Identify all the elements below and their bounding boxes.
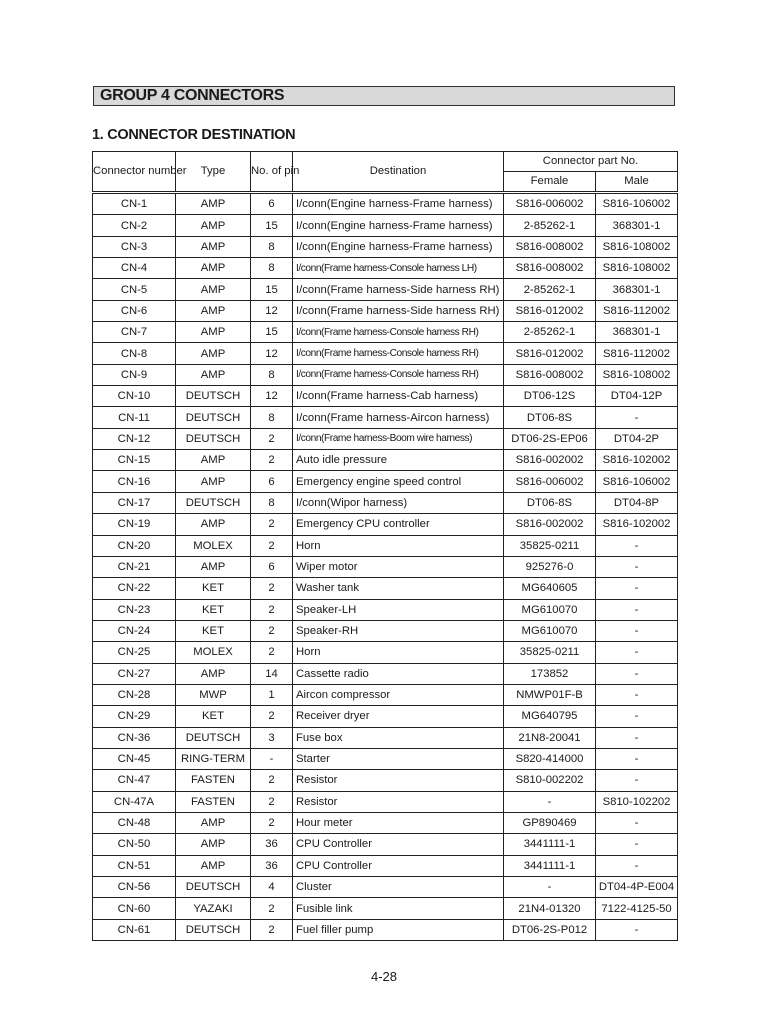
cell-male: 368301-1 (596, 279, 678, 300)
cell-male: - (596, 663, 678, 684)
cell-destination: Emergency CPU controller (293, 514, 504, 535)
cell-female: S816-008002 (504, 236, 596, 257)
cell-destination: Horn (293, 642, 504, 663)
header-male: Male (596, 172, 678, 193)
header-destination: Destination (293, 152, 504, 193)
cell-pins: 8 (251, 236, 293, 257)
cell-pins: 8 (251, 258, 293, 279)
cell-pins: 36 (251, 834, 293, 855)
cell-destination: I/conn(Frame harness-Side harness RH) (293, 300, 504, 321)
cell-connector-number: CN-22 (93, 578, 176, 599)
cell-destination: Speaker-LH (293, 599, 504, 620)
cell-destination: I/conn(Engine harness-Frame harness) (293, 193, 504, 215)
cell-type: AMP (176, 855, 251, 876)
table-row (93, 620, 678, 641)
cell-type: AMP (176, 471, 251, 492)
cell-female: NMWP01F-B (504, 684, 596, 705)
cell-pins: 2 (251, 898, 293, 919)
cell-pins: 1 (251, 684, 293, 705)
cell-female: 2-85262-1 (504, 279, 596, 300)
cell-pins: 2 (251, 450, 293, 471)
cell-connector-number: CN-47 (93, 770, 176, 791)
cell-type: AMP (176, 364, 251, 385)
cell-male: 7122-4125-50 (596, 898, 678, 919)
cell-connector-number: CN-17 (93, 492, 176, 513)
cell-type: AMP (176, 663, 251, 684)
table-row (93, 599, 678, 620)
cell-male: S816-112002 (596, 300, 678, 321)
cell-connector-number: CN-45 (93, 748, 176, 769)
page-number: 4-28 (370, 969, 398, 984)
cell-destination: Hour meter (293, 812, 504, 833)
cell-connector-number: CN-51 (93, 855, 176, 876)
cell-female: DT06-8S (504, 407, 596, 428)
table-row (93, 450, 678, 471)
cell-pins: 2 (251, 514, 293, 535)
cell-destination: Resistor (293, 791, 504, 812)
cell-destination: I/conn(Frame harness-Console harness LH) (293, 258, 504, 279)
table-row (93, 386, 678, 407)
cell-destination: Fuel filler pump (293, 919, 504, 940)
cell-connector-number: CN-7 (93, 322, 176, 343)
table-row (93, 855, 678, 876)
cell-connector-number: CN-61 (93, 919, 176, 940)
cell-female: 21N8-20041 (504, 727, 596, 748)
cell-female: GP890469 (504, 812, 596, 833)
table-row (93, 343, 678, 364)
cell-male: S816-102002 (596, 514, 678, 535)
cell-pins: 6 (251, 556, 293, 577)
cell-type: MOLEX (176, 535, 251, 556)
cell-connector-number: CN-60 (93, 898, 176, 919)
cell-female: S816-002002 (504, 514, 596, 535)
table-row (93, 258, 678, 279)
cell-pins: 15 (251, 279, 293, 300)
cell-destination: Speaker-RH (293, 620, 504, 641)
cell-male: 368301-1 (596, 322, 678, 343)
cell-destination: I/conn(Frame harness-Boom wire harness) (293, 428, 504, 449)
cell-connector-number: CN-50 (93, 834, 176, 855)
cell-type: KET (176, 706, 251, 727)
cell-female: 2-85262-1 (504, 322, 596, 343)
cell-male: 368301-1 (596, 215, 678, 236)
cell-male: S816-108002 (596, 236, 678, 257)
group-header: GROUP 4 CONNECTORS (93, 86, 675, 106)
cell-female: S816-008002 (504, 258, 596, 279)
cell-connector-number: CN-15 (93, 450, 176, 471)
cell-female: S820-414000 (504, 748, 596, 769)
cell-male: - (596, 620, 678, 641)
cell-type: AMP (176, 812, 251, 833)
cell-pins: 15 (251, 215, 293, 236)
header-female: Female (504, 172, 596, 193)
cell-pins: - (251, 748, 293, 769)
cell-male: S816-102002 (596, 450, 678, 471)
cell-destination: I/conn(Wipor harness) (293, 492, 504, 513)
cell-destination: Fusible link (293, 898, 504, 919)
cell-male: S810-102202 (596, 791, 678, 812)
cell-male: - (596, 812, 678, 833)
cell-female: 21N4-01320 (504, 898, 596, 919)
connector-table (92, 151, 678, 941)
cell-female: S816-012002 (504, 343, 596, 364)
cell-connector-number: CN-9 (93, 364, 176, 385)
cell-female: DT06-2S-EP06 (504, 428, 596, 449)
cell-male: DT04-2P (596, 428, 678, 449)
cell-female: - (504, 877, 596, 898)
cell-male: - (596, 770, 678, 791)
cell-pins: 6 (251, 471, 293, 492)
cell-connector-number: CN-1 (93, 193, 176, 215)
cell-female: S816-002002 (504, 450, 596, 471)
cell-connector-number: CN-2 (93, 215, 176, 236)
table-row (93, 236, 678, 257)
cell-female: MG610070 (504, 599, 596, 620)
cell-pins: 2 (251, 770, 293, 791)
cell-destination: Aircon compressor (293, 684, 504, 705)
cell-connector-number: CN-27 (93, 663, 176, 684)
cell-male: - (596, 407, 678, 428)
cell-connector-number: CN-10 (93, 386, 176, 407)
cell-male: - (596, 684, 678, 705)
cell-type: DEUTSCH (176, 386, 251, 407)
table-row (93, 706, 678, 727)
cell-female: DT06-2S-P012 (504, 919, 596, 940)
table-row (93, 215, 678, 236)
cell-female: 3441111-1 (504, 834, 596, 855)
cell-female: S816-006002 (504, 193, 596, 215)
cell-destination: I/conn(Frame harness-Aircon harness) (293, 407, 504, 428)
table-row (93, 556, 678, 577)
cell-destination: I/conn(Engine harness-Frame harness) (293, 215, 504, 236)
cell-male: - (596, 706, 678, 727)
cell-type: AMP (176, 343, 251, 364)
cell-type: FASTEN (176, 770, 251, 791)
cell-type: YAZAKI (176, 898, 251, 919)
header-type: Type (176, 152, 251, 193)
cell-type: AMP (176, 322, 251, 343)
table-row (93, 834, 678, 855)
cell-female: S810-002202 (504, 770, 596, 791)
cell-destination: Auto idle pressure (293, 450, 504, 471)
cell-type: DEUTSCH (176, 428, 251, 449)
table-row (93, 727, 678, 748)
cell-male: - (596, 727, 678, 748)
cell-male: S816-108002 (596, 258, 678, 279)
table-row (93, 663, 678, 684)
cell-female: 35825-0211 (504, 535, 596, 556)
cell-pins: 8 (251, 492, 293, 513)
cell-pins: 12 (251, 386, 293, 407)
cell-pins: 15 (251, 322, 293, 343)
table-row (93, 364, 678, 385)
cell-male: - (596, 642, 678, 663)
cell-type: DEUTSCH (176, 492, 251, 513)
cell-pins: 2 (251, 535, 293, 556)
cell-connector-number: CN-20 (93, 535, 176, 556)
cell-type: AMP (176, 834, 251, 855)
cell-female: S816-012002 (504, 300, 596, 321)
cell-male: - (596, 535, 678, 556)
cell-destination: Receiver dryer (293, 706, 504, 727)
table-row (93, 279, 678, 300)
cell-type: AMP (176, 556, 251, 577)
cell-type: MOLEX (176, 642, 251, 663)
cell-female: DT06-12S (504, 386, 596, 407)
cell-pins: 12 (251, 300, 293, 321)
cell-connector-number: CN-29 (93, 706, 176, 727)
header-connector-number: Connector number (93, 152, 176, 193)
cell-connector-number: CN-5 (93, 279, 176, 300)
cell-destination: Resistor (293, 770, 504, 791)
cell-female: 3441111-1 (504, 855, 596, 876)
cell-male: S816-112002 (596, 343, 678, 364)
cell-male: - (596, 748, 678, 769)
cell-female: DT06-8S (504, 492, 596, 513)
table-row (93, 684, 678, 705)
cell-connector-number: CN-19 (93, 514, 176, 535)
cell-connector-number: CN-48 (93, 812, 176, 833)
cell-type: KET (176, 620, 251, 641)
table-row (93, 812, 678, 833)
cell-connector-number: CN-11 (93, 407, 176, 428)
cell-pins: 2 (251, 642, 293, 663)
cell-type: AMP (176, 300, 251, 321)
table-row (93, 492, 678, 513)
cell-female: S816-008002 (504, 364, 596, 385)
table-row (93, 642, 678, 663)
cell-type: AMP (176, 258, 251, 279)
cell-pins: 8 (251, 407, 293, 428)
cell-male: - (596, 919, 678, 940)
cell-male: S816-106002 (596, 471, 678, 492)
table-row (93, 322, 678, 343)
cell-connector-number: CN-24 (93, 620, 176, 641)
cell-female: 925276-0 (504, 556, 596, 577)
cell-pins: 14 (251, 663, 293, 684)
cell-female: 2-85262-1 (504, 215, 596, 236)
cell-connector-number: CN-36 (93, 727, 176, 748)
cell-type: MWP (176, 684, 251, 705)
cell-connector-number: CN-47A (93, 791, 176, 812)
cell-connector-number: CN-6 (93, 300, 176, 321)
table-row (93, 407, 678, 428)
cell-male: DT04-12P (596, 386, 678, 407)
cell-pins: 2 (251, 428, 293, 449)
cell-destination: I/conn(Frame harness-Console harness RH) (293, 343, 504, 364)
cell-destination: I/conn(Engine harness-Frame harness) (293, 236, 504, 257)
cell-pins: 2 (251, 599, 293, 620)
cell-male: - (596, 834, 678, 855)
cell-pins: 6 (251, 193, 293, 215)
cell-pins: 2 (251, 706, 293, 727)
cell-connector-number: CN-25 (93, 642, 176, 663)
cell-pins: 4 (251, 877, 293, 898)
table-row (93, 791, 678, 812)
cell-type: AMP (176, 450, 251, 471)
table-row (93, 300, 678, 321)
cell-pins: 2 (251, 919, 293, 940)
cell-type: DEUTSCH (176, 727, 251, 748)
table-row (93, 193, 678, 215)
cell-male: - (596, 578, 678, 599)
cell-destination: Fuse box (293, 727, 504, 748)
cell-type: KET (176, 578, 251, 599)
cell-type: KET (176, 599, 251, 620)
cell-connector-number: CN-3 (93, 236, 176, 257)
cell-type: DEUTSCH (176, 877, 251, 898)
cell-male: - (596, 556, 678, 577)
header-part-no: Connector part No. (504, 152, 678, 172)
cell-destination: CPU Controller (293, 834, 504, 855)
cell-connector-number: CN-12 (93, 428, 176, 449)
cell-destination: Horn (293, 535, 504, 556)
table-row (93, 535, 678, 556)
cell-destination: I/conn(Frame harness-Side harness RH) (293, 279, 504, 300)
cell-female: MG640795 (504, 706, 596, 727)
cell-pins: 2 (251, 791, 293, 812)
cell-destination: I/conn(Frame harness-Cab harness) (293, 386, 504, 407)
cell-type: AMP (176, 279, 251, 300)
cell-pins: 3 (251, 727, 293, 748)
table-row (93, 428, 678, 449)
cell-destination: Cluster (293, 877, 504, 898)
cell-type: AMP (176, 236, 251, 257)
cell-pins: 8 (251, 364, 293, 385)
table-row (93, 471, 678, 492)
cell-connector-number: CN-28 (93, 684, 176, 705)
cell-female: MG610070 (504, 620, 596, 641)
cell-type: RING-TERM (176, 748, 251, 769)
cell-female: 173852 (504, 663, 596, 684)
table-row (93, 578, 678, 599)
section-title: 1. CONNECTOR DESTINATION (92, 127, 296, 143)
cell-destination: I/conn(Frame harness-Console harness RH) (293, 364, 504, 385)
cell-male: - (596, 855, 678, 876)
cell-destination: Starter (293, 748, 504, 769)
cell-pins: 2 (251, 812, 293, 833)
cell-male: S816-106002 (596, 193, 678, 215)
cell-male: S816-108002 (596, 364, 678, 385)
cell-destination: Wiper motor (293, 556, 504, 577)
cell-destination: CPU Controller (293, 855, 504, 876)
cell-connector-number: CN-23 (93, 599, 176, 620)
cell-pins: 12 (251, 343, 293, 364)
cell-type: DEUTSCH (176, 919, 251, 940)
table-row (93, 898, 678, 919)
cell-female: S816-006002 (504, 471, 596, 492)
cell-pins: 2 (251, 620, 293, 641)
cell-pins: 2 (251, 578, 293, 599)
cell-destination: Washer tank (293, 578, 504, 599)
cell-connector-number: CN-56 (93, 877, 176, 898)
cell-type: AMP (176, 193, 251, 215)
cell-type: FASTEN (176, 791, 251, 812)
table-row (93, 877, 678, 898)
table-row (93, 748, 678, 769)
cell-connector-number: CN-4 (93, 258, 176, 279)
cell-male: DT04-4P-E004 (596, 877, 678, 898)
cell-male: DT04-8P (596, 492, 678, 513)
cell-destination: Emergency engine speed control (293, 471, 504, 492)
connector-table-body (93, 193, 678, 941)
table-row (93, 514, 678, 535)
cell-destination: I/conn(Frame harness-Console harness RH) (293, 322, 504, 343)
table-row (93, 770, 678, 791)
cell-type: DEUTSCH (176, 407, 251, 428)
cell-type: AMP (176, 215, 251, 236)
cell-connector-number: CN-21 (93, 556, 176, 577)
cell-female: 35825-0211 (504, 642, 596, 663)
cell-pins: 36 (251, 855, 293, 876)
cell-type: AMP (176, 514, 251, 535)
table-row (93, 919, 678, 940)
cell-connector-number: CN-8 (93, 343, 176, 364)
cell-female: MG640605 (504, 578, 596, 599)
cell-connector-number: CN-16 (93, 471, 176, 492)
cell-destination: Cassette radio (293, 663, 504, 684)
cell-female: - (504, 791, 596, 812)
cell-male: - (596, 599, 678, 620)
header-pins: No. of pin (251, 152, 293, 193)
